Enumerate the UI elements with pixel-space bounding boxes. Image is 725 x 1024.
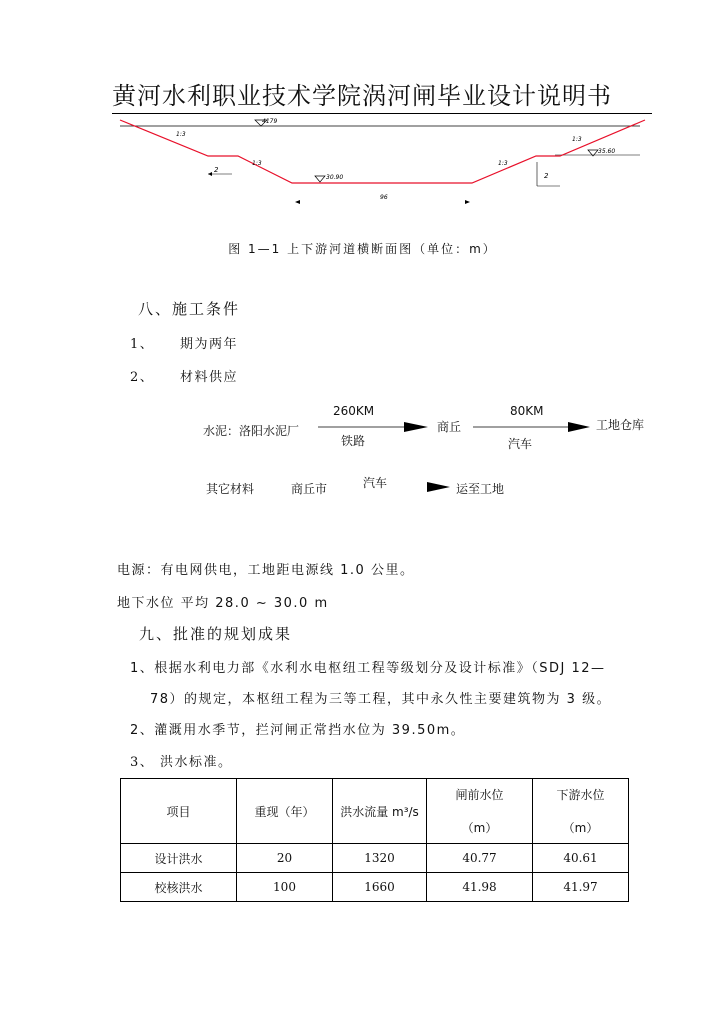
header-downstream-label: 下游水位 <box>556 788 605 802</box>
bottom-width-label: 96 <box>380 194 388 201</box>
list-number: 2、 <box>130 370 155 385</box>
slope-label: 1:3 <box>498 160 508 167</box>
table-row <box>121 873 629 902</box>
cell-downstream: 40.61 <box>533 844 629 873</box>
groundwater-text: 地下水位 平均 28.0 ~ 30.0 m <box>117 596 329 611</box>
cell-name: 校核洪水 <box>121 873 237 902</box>
header-discharge: 洪水流量 m³/s <box>333 779 427 844</box>
header-downstream-unit: （m） <box>562 821 599 835</box>
list-item-text: 期为两年 <box>180 337 239 352</box>
slope-label: 1:3 <box>176 131 186 138</box>
list-item-text: 材料供应 <box>180 370 239 385</box>
arrow-right-icon <box>568 422 590 432</box>
cell-downstream: 41.97 <box>533 873 629 902</box>
elev-bottom-label: 30.90 <box>326 174 344 181</box>
arrow-right-icon <box>404 422 428 432</box>
section-heading: 九、批准的规划成果 <box>139 625 293 643</box>
other-city: 商丘市 <box>291 482 328 496</box>
figure-caption: 图 1—1 上下游河道横断面图（单位：m） <box>228 242 497 256</box>
cement-source-label: 水泥：洛阳水泥厂 <box>203 424 300 438</box>
destination-warehouse: 工地仓库 <box>596 418 645 432</box>
arrow-icon <box>295 200 300 204</box>
other-destination: 运至工地 <box>456 482 505 496</box>
arrow-right-icon <box>427 482 450 492</box>
cell-recurrence: 20 <box>237 844 333 873</box>
elev-top-label: 4179 <box>262 118 278 125</box>
header-recurrence: 重现（年） <box>237 779 333 844</box>
cell-upstream: 41.98 <box>427 873 533 902</box>
arrow-icon <box>465 200 470 204</box>
paragraph-line: 1、根据水利电力部《水利水电枢纽工程等级划分及设计标准》（SDJ 12— <box>130 661 606 676</box>
slope-label: 1:3 <box>252 160 262 167</box>
header-downstream-level <box>533 779 629 844</box>
other-mode: 汽车 <box>363 476 388 490</box>
cell-discharge: 1660 <box>333 873 427 902</box>
leg2-mode: 汽车 <box>508 437 533 451</box>
slope-label: 1:3 <box>572 136 582 143</box>
elevation-marker-bottom-icon <box>315 176 325 182</box>
header-item: 项目 <box>121 779 237 844</box>
berm-left-label: 2 <box>214 166 219 174</box>
paragraph-line: 78）的规定，本枢纽工程为三等工程，其中永久性主要建筑物为 3 级。 <box>150 692 612 707</box>
document-title: 黄河水利职业技术学院涡河闸毕业设计说明书 <box>112 76 652 114</box>
power-supply-text: 电源：有电网供电，工地距电源线 1.0 公里。 <box>117 563 415 578</box>
arrow-icon <box>208 172 212 176</box>
list-number: 3、 <box>130 755 155 770</box>
cell-name: 设计洪水 <box>121 844 237 873</box>
river-section-profile <box>120 120 645 183</box>
flood-standard-table <box>120 778 629 902</box>
leg1-distance: 260KM <box>333 404 375 418</box>
table-header-row <box>121 779 629 844</box>
elev-right-label: 35.60 <box>598 148 616 155</box>
leg2-distance: 80KM <box>510 404 544 418</box>
leg1-mode: 铁路 <box>341 434 366 448</box>
other-materials-label: 其它材料 <box>206 482 255 496</box>
table-row <box>121 844 629 873</box>
list-item-text: 洪水标准。 <box>160 755 233 770</box>
cell-recurrence: 100 <box>237 873 333 902</box>
river-cross-section-figure <box>0 110 725 210</box>
header-upstream-level <box>427 779 533 844</box>
section-heading: 八、施工条件 <box>138 300 241 318</box>
header-upstream-unit: （m） <box>461 821 498 835</box>
mid-city: 商丘 <box>437 420 462 434</box>
header-upstream-label: 闸前水位 <box>455 788 504 802</box>
cell-upstream: 40.77 <box>427 844 533 873</box>
list-number: 1、 <box>130 337 155 352</box>
cell-discharge: 1320 <box>333 844 427 873</box>
berm-right-label: 2 <box>544 172 549 180</box>
paragraph-line: 2、灌溉用水季节，拦河闸正常挡水位为 39.50m。 <box>130 723 466 738</box>
